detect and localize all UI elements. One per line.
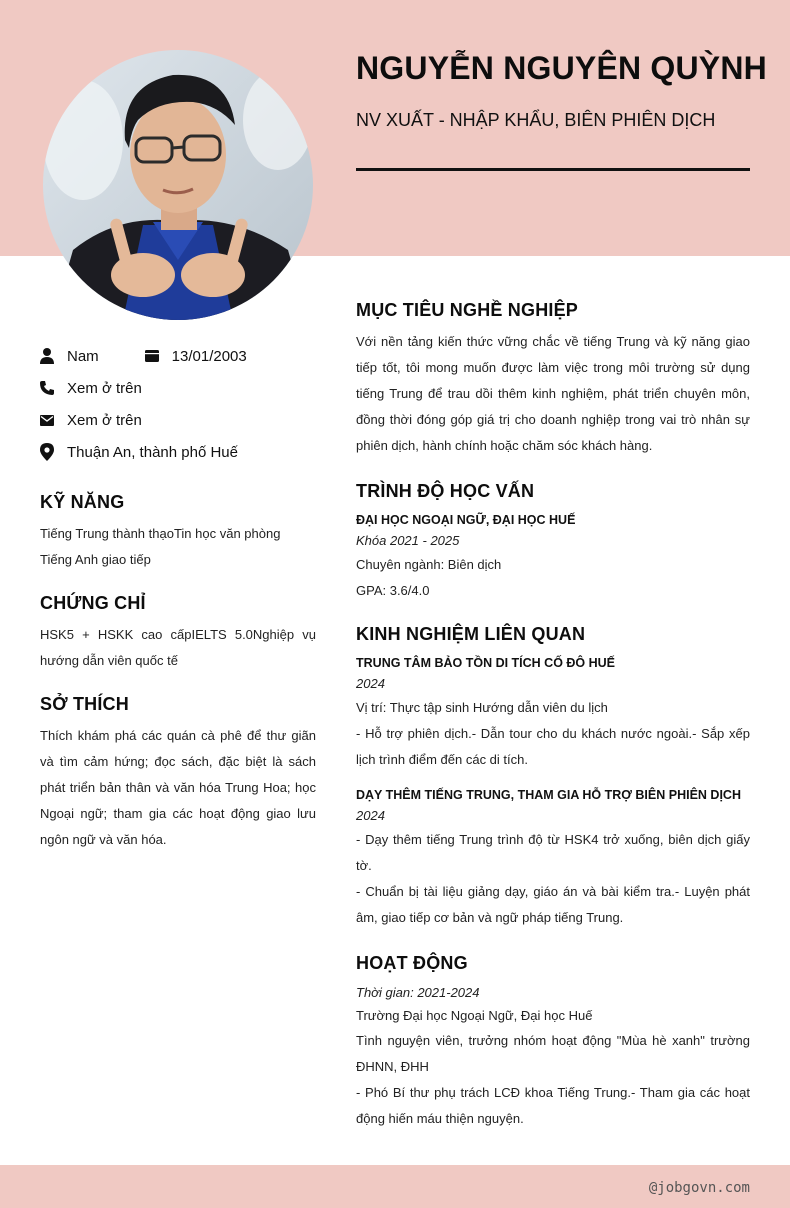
phone-icon — [40, 380, 54, 396]
experience-detail: - Chuẩn bị tài liệu giảng dạy, giáo án và bài kiểm tra.- Luyện phát âm, giao tiếp cơ bản và ngữ pháp tiếng Trung. — [356, 884, 750, 925]
education-gpa: GPA: 3.6/4.0 — [356, 583, 430, 598]
info-row-phone — [40, 372, 316, 404]
certificates-text: HSK5 + HSKK cao cấpIELTS 5.0Nghiệp vụ hướng dẫn viên quốc tế — [40, 627, 316, 668]
experience-detail: Vị trí: Thực tập sinh Hướng dẫn viên du lịch — [356, 700, 608, 715]
experience-detail: - Hỗ trợ phiên dịch.- Dẫn tour cho du khách nước ngoài.- Sắp xếp lịch trình điểm đến các di tích. — [356, 726, 750, 767]
education-school: ĐẠI HỌC NGOẠI NGỮ, ĐẠI HỌC HUẾ — [356, 513, 576, 527]
experience-item — [356, 785, 750, 931]
gender-item — [40, 348, 99, 365]
title-divider — [356, 168, 750, 171]
activities-period: Thời gian: 2021-2024 — [356, 985, 480, 1000]
experience-period: 2024 — [356, 676, 385, 691]
experience-org: DẠY THÊM TIẾNG TRUNG, THAM GIA HỖ TRỢ BIÊN PHIÊN DỊCH — [356, 788, 741, 802]
activities-line: Trường Đại học Ngoại Ngữ, Đại học Huế — [356, 1008, 593, 1023]
experience-section — [356, 624, 750, 931]
certificates-section — [40, 593, 316, 674]
experience-detail: - Dạy thêm tiếng Trung trình độ từ HSK4 trở xuống, biên dịch giấy tờ. — [356, 832, 750, 873]
location-pin-icon — [40, 444, 54, 460]
hobbies-title: SỞ THÍCH — [40, 694, 129, 714]
left-column — [40, 340, 316, 853]
hobbies-section — [40, 694, 316, 853]
experience-item — [356, 653, 750, 773]
objective-text: Với nền tảng kiến thức vững chắc về tiếng Trung và kỹ năng giao tiếp tốt, tôi mong muốn được làm việc trong môi trường sử dụng tiếng Trung để trau dồi thêm kinh nghiệm, phát triển chuyên môn, đồng thời đóng góp giá trị cho doanh nghiệp trong vai trò nhân sự phiên dịch, hành chính hoặc chăm sóc khách hàng. — [356, 334, 750, 453]
experience-period: 2024 — [356, 808, 385, 823]
profile-photo — [43, 50, 313, 320]
activities-title: HOẠT ĐỘNG — [356, 953, 468, 973]
hobbies-text: Thích khám phá các quán cà phê để thư giãn và tìm cảm hứng; đọc sách, đặc biệt là sách phát triển bản thân và văn hóa Trung Hoa; học Ngoại ngữ; tham gia các hoạt động giao lưu ngôn ngữ và văn hóa. — [40, 728, 316, 847]
birthdate-value: 13/01/2003 — [171, 347, 247, 365]
email-value: Xem ở trên — [67, 411, 142, 429]
footer-brand[interactable]: @jobgovn.com — [648, 1180, 750, 1196]
gender-value: Nam — [67, 347, 99, 365]
avatar — [43, 50, 313, 320]
certificates-title: CHỨNG CHỈ — [40, 593, 146, 613]
objective-title: MỤC TIÊU NGHỀ NGHIỆP — [356, 300, 579, 320]
calendar-icon — [145, 348, 159, 364]
activities-line: - Phó Bí thư phụ trách LCĐ khoa Tiếng Trung.- Tham gia các hoạt động hiến máu thiện nguyện. — [356, 1085, 750, 1126]
activities-section — [356, 953, 750, 1132]
candidate-name: NGUYỄN NGUYÊN QUỲNH — [356, 50, 767, 86]
phone-value: Xem ở trên — [67, 379, 142, 397]
info-row-email — [40, 404, 316, 436]
mail-icon — [40, 412, 54, 428]
experience-org: TRUNG TÂM BẢO TỒN DI TÍCH CỐ ĐÔ HUẾ — [356, 656, 616, 670]
objective-section — [356, 300, 750, 459]
address-value: Thuận An, thành phố Huế — [67, 443, 238, 461]
education-section — [356, 481, 750, 604]
education-period: Khóa 2021 - 2025 — [356, 533, 460, 548]
info-row-address — [40, 436, 316, 468]
person-icon — [40, 348, 54, 364]
skills-title: KỸ NĂNG — [40, 492, 125, 512]
birthdate-item — [145, 348, 247, 365]
skills-section — [40, 492, 316, 573]
education-major: Chuyên ngành: Biên dịch — [356, 557, 502, 572]
skill-line: Tiếng Anh giao tiếp — [40, 552, 151, 567]
skill-line: Tiếng Trung thành thạoTin học văn phòng — [40, 526, 281, 541]
experience-title: KINH NGHIỆM LIÊN QUAN — [356, 624, 586, 644]
education-title: TRÌNH ĐỘ HỌC VẤN — [356, 481, 535, 501]
info-row-gender-birthdate — [40, 340, 316, 372]
job-title: NV XUẤT - NHẬP KHẨU, BIÊN PHIÊN DỊCH — [356, 110, 716, 130]
activities-line: Tình nguyện viên, trưởng nhóm hoạt động "Mùa hè xanh" trường ĐHNN, ĐHH — [356, 1033, 750, 1074]
right-column — [356, 300, 750, 1132]
